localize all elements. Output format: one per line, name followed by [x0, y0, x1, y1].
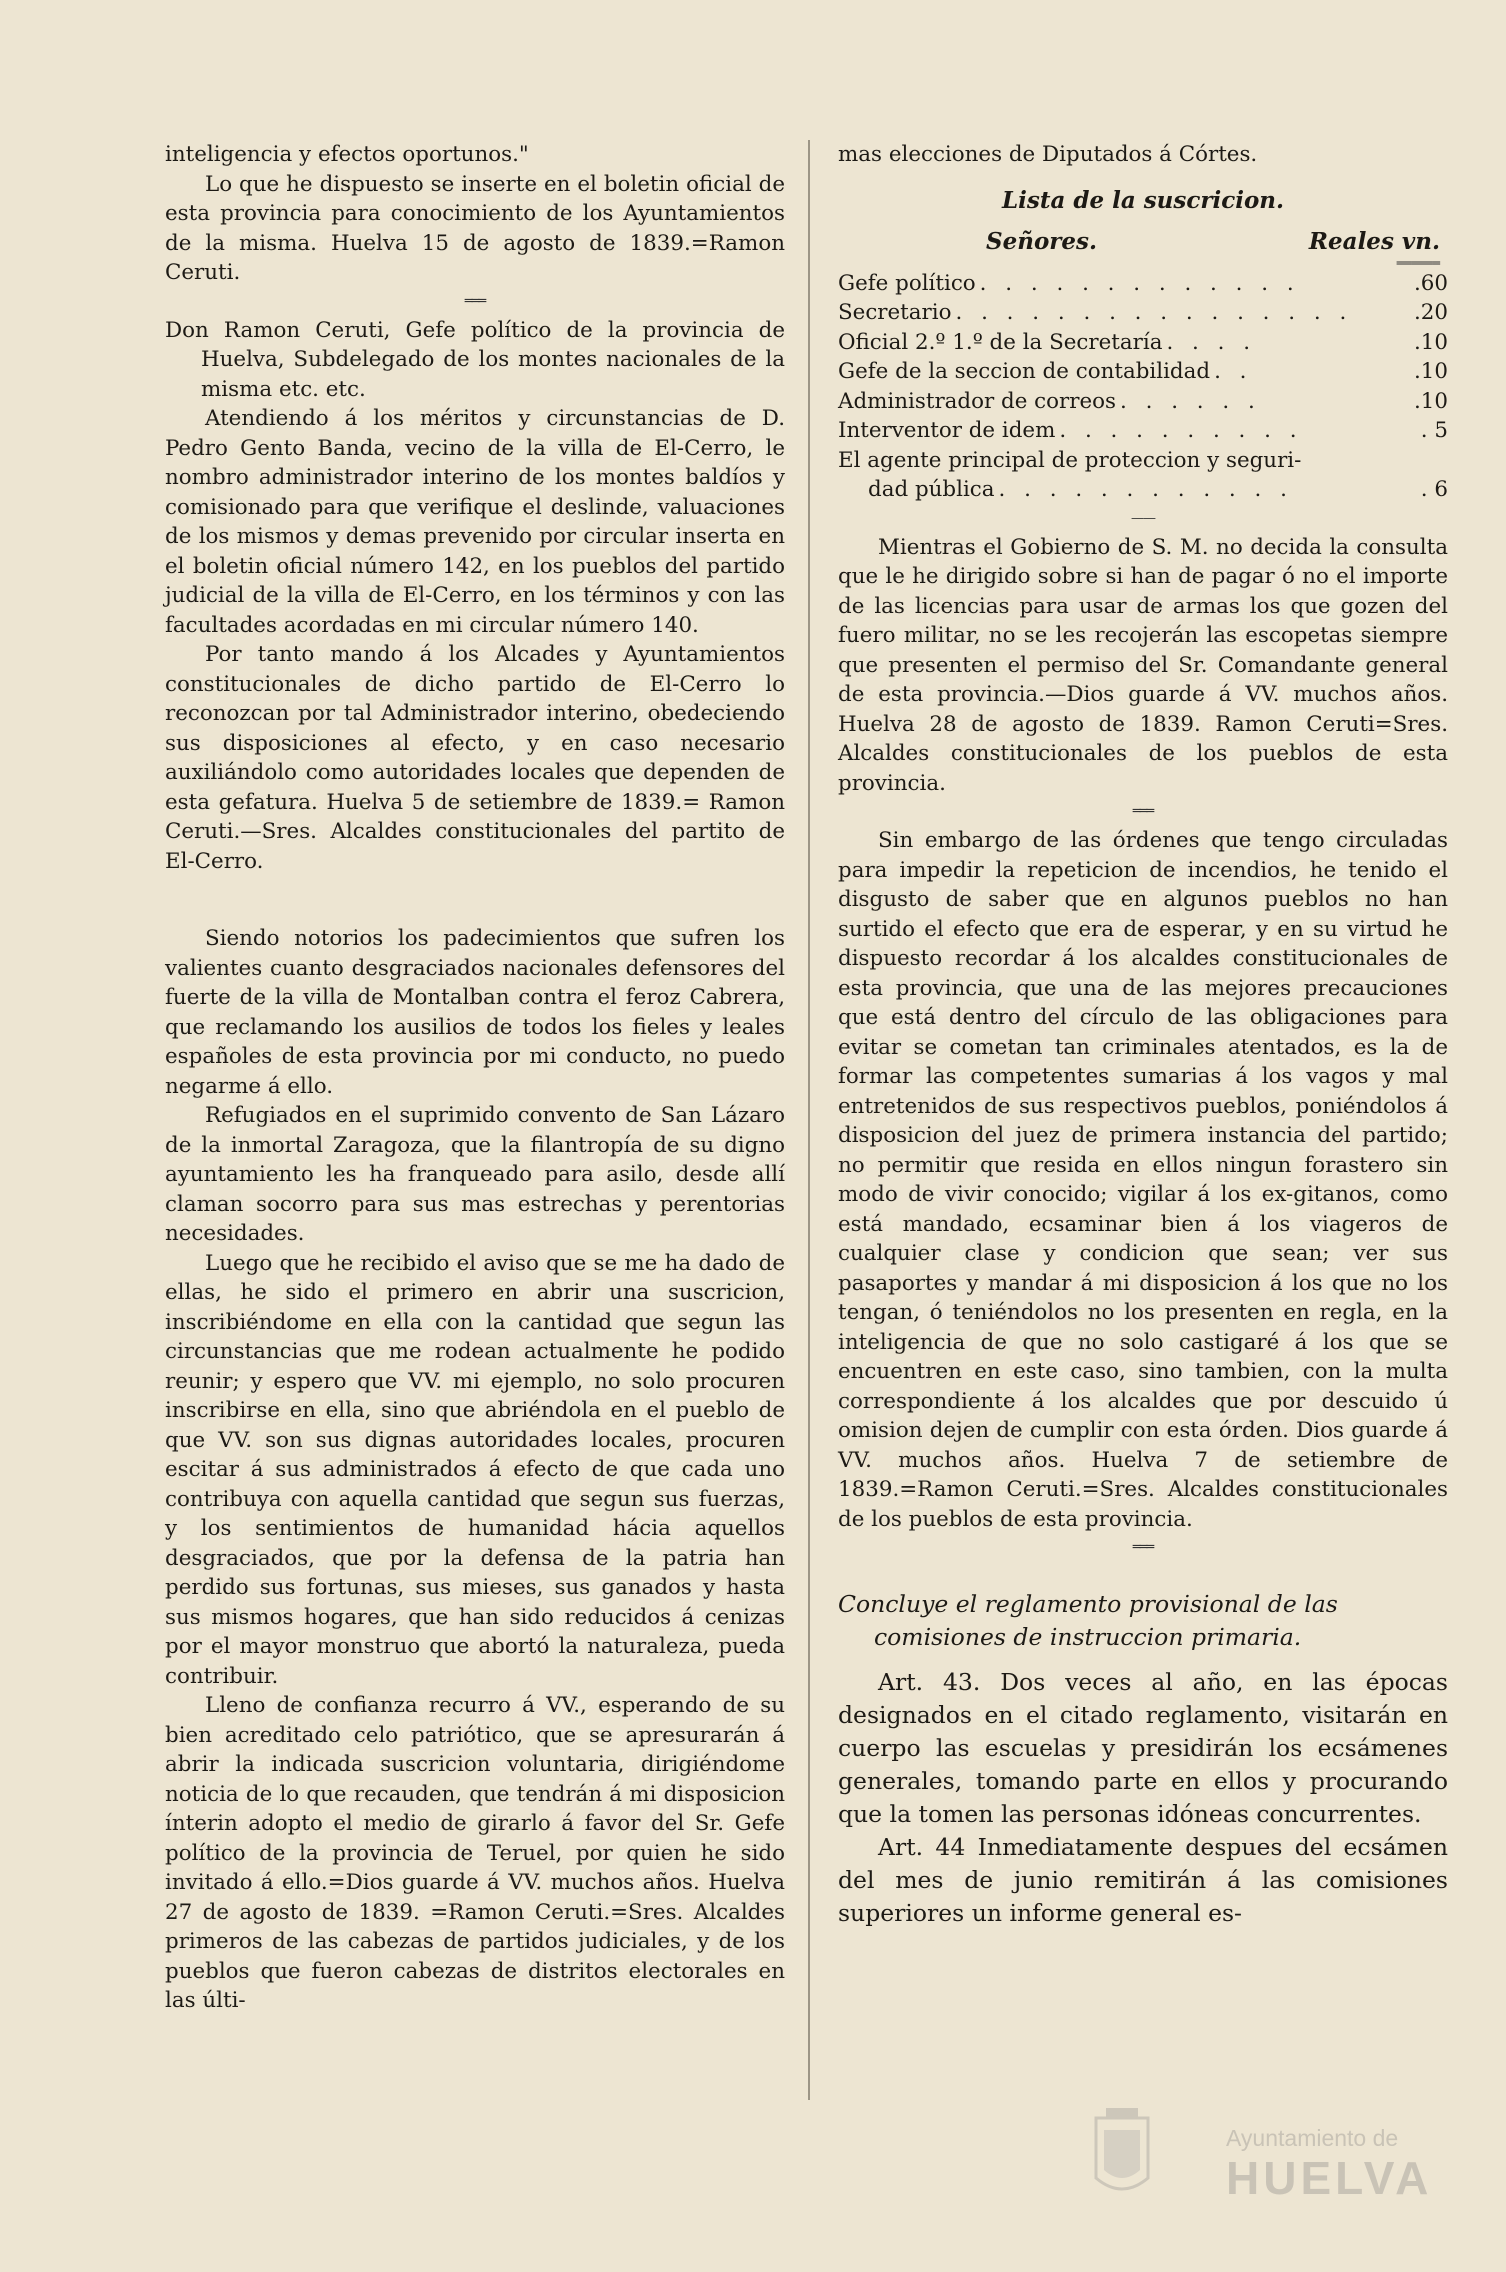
section-heading: Concluye el reglamento provisional de las comisiones de instruccion primaria.: [838, 1590, 1338, 1651]
list-item-label: Secretario: [838, 300, 952, 325]
watermark-line1: Ayuntamiento de: [1226, 2125, 1399, 2151]
leader-dots: . .: [1214, 359, 1253, 384]
text-paragraph: Siendo notorios los padecimientos que sufren los valientes cuanto desgraciados nacionales defensores del fuerte de la villa de Montalban contra el feroz Cabrera, que reclamando los ausilios de todos los fieles y leales españoles de esta provincia por mi conducto, no puedo negarme á ello.: [165, 926, 785, 1099]
article-43: Art. 43. Dos veces al año, en las épocas designados en el citado reglamento, visitarán en cuerpo las escuelas y presidirán los ecsámenes generales, tomando parte en ellos y procurando que la tomen las personas idóneas concurrentes.: [838, 1668, 1448, 1828]
decree-heading: Don Ramon Ceruti, Gefe político de la provincia de Huelva, Subdelegado de los montes nacionales de la misma etc. etc.: [165, 317, 785, 402]
list-item: [838, 416, 1448, 446]
list-item-value: . 6: [1420, 477, 1448, 502]
watermark-line2: HUELVA: [1226, 2152, 1433, 2204]
list-item-value: .60: [1413, 270, 1448, 296]
text-paragraph: Mientras el Gobierno de S. M. no decida la consulta que le he dirigido sobre si han de pagar ó no el importe de las licencias para usar de armas los que gozen del fuero militar, no se les recojerán las escopetas siempre que presenten el permiso del Sr. Comandante general de esta provincia.—Dios guarde á VV. muchos años. Huelva 28 de agosto de 1839. Ramon Ceruti=Sres. Alcaldes constitucionales de los pueblos de esta provincia.: [838, 534, 1448, 796]
list-item: [838, 298, 1448, 328]
subscription-list-header: [838, 228, 1448, 255]
section-separator: ═══: [1132, 1540, 1154, 1555]
list-item-value: .10: [1413, 329, 1448, 355]
article-44: Art. 44 Inmediatamente despues del ecsámen del mes de junio remitirán á las comisiones superiores un informe general es-: [838, 1833, 1448, 1927]
text-paragraph: Lo que he dispuesto se inserte en el boletin oficial de esta provincia para conocimiento de los Ayuntamientos de la misma. Huelva 15 de agosto de 1839.=Ramon Ceruti.: [165, 171, 785, 285]
archive-watermark: [1226, 2124, 1432, 2204]
list-item-label: Oficial 2.º 1.º de la Secretaría: [838, 329, 1163, 355]
text-paragraph: Lleno de confianza recurro á VV., esperando de su bien acreditado celo patriótico, que se apresurarán á abrir la indicada suscricion voluntaria, dirigiéndome noticia de lo que recauden, que tendrán á mi disposicion ínterin adopto el medio de girarlo á favor del Sr. Gefe político de la provincia de Teruel, por quien he sido invitado á ello.=Dios guarde á VV. muchos años. Huelva 27 de agosto de 1839. =Ramon Ceruti.=Sres. Alcaldes primeros de las cabezas de partidos judiciales, y de los pueblos que fueron cabezas de distritos electorales en las últi-: [165, 1693, 785, 2013]
text-paragraph: inteligencia y efectos oportunos.": [165, 142, 529, 167]
text-paragraph: Refugiados en el suprimido convento de San Lázaro de la inmortal Zaragoza, que la filantropía de su digno ayuntamiento les ha franqueado para asilo, desde allí claman socorro para sus mas estrechas y perentorias necesidades.: [165, 1103, 785, 1246]
list-item-label: dad pública: [868, 477, 995, 502]
list-item: [838, 357, 1448, 387]
list-item-value: .10: [1413, 359, 1448, 384]
spacer: [165, 876, 785, 924]
right-column: [838, 140, 1448, 1930]
leader-dots: . . . . . .: [1120, 388, 1261, 414]
list-item-label: Administrador de correos: [838, 388, 1117, 414]
column-divider: [808, 140, 810, 2100]
list-item-label: Gefe de la seccion de contabilidad: [838, 359, 1211, 384]
section-separator: ═══: [464, 293, 486, 309]
list-item-label: Gefe político: [838, 270, 976, 296]
column-header-senores: Señores.: [986, 227, 1098, 255]
list-item-label: Interventor de idem: [838, 418, 1056, 443]
city-seal-icon: [1090, 2108, 1154, 2204]
list-item: [838, 475, 1448, 505]
section-separator: ——: [1131, 510, 1155, 526]
list-item: [838, 269, 1448, 299]
spacer: [838, 1562, 1448, 1584]
text-paragraph: Luego que he recibido el aviso que se me ha dado de ellas, he sido el primero en abrir una suscricion, inscribiéndome en ella con la cantidad que segun las circunstancias que me rodean actualmente he podido reunir; y espero que VV. mi ejemplo, no solo procuren inscribirse en ella, sino que abriéndola en el pueblo de que VV. son sus dignas autoridades locales, procuren escitar á sus administrados á efecto de que cada uno contribuya con aquella cantidad que segun sus fuerzas, y los sentimientos de humanidad hácia aquellos desgraciados, que por la defensa de la patria han perdido sus fortunas, sus mieses, sus ganados y hasta sus mismos hogares, que han sido reducidos á cenizas por el mayor monstruo que abortó la naturaleza, pueda contribuir.: [165, 1250, 785, 1689]
leader-dots: . . . . . . . . . . . .: [998, 477, 1293, 502]
list-item-value: .20: [1413, 300, 1448, 325]
list-item-value: .10: [1413, 388, 1448, 414]
header-rule: ══════: [1396, 255, 1440, 270]
text-paragraph: Por tanto mando á los Alcades y Ayuntamientos constitucionales de dicho partido de El-Cerro lo reconozcan por tal Administrador interino, obedeciendo sus disposiciones al efecto, y en caso necesario auxiliándolo como autoridades locales que dependen de esta gefatura. Huelva 5 de setiembre de 1839.= Ramon Ceruti.—Sres. Alcaldes constitucionales del partito de El-Cerro.: [165, 642, 785, 874]
leader-dots: . . . . . . . . . .: [1059, 418, 1303, 443]
leader-dots: . . . .: [1166, 329, 1257, 355]
list-item-label: El agente principal de proteccion y seguri-: [838, 447, 1302, 473]
leader-dots: . . . . . . . . . . . . .: [979, 270, 1300, 296]
subscription-list-title: Lista de la suscricion.: [1001, 186, 1285, 214]
list-item: [838, 446, 1448, 476]
text-paragraph: Atendiendo á los méritos y circunstancias de D. Pedro Gento Banda, vecino de la villa de El-Cerro, le nombro administrador interino de los montes baldíos y comisionado para que verifique el deslinde, valuaciones de los mismos y demas prevenido por circular inserta en el boletin oficial número 142, en los pueblos del partido judicial de la villa de El-Cerro, en los términos y con las facultades acordadas en mi circular número 140.: [165, 406, 785, 638]
text-paragraph: Sin embargo de las órdenes que tengo circuladas para impedir la repeticion de incendios, he tenido el disgusto de saber que en algunos pueblos no han surtido el efecto que era de esperar, y en su virtud he dispuesto recordar á los alcaldes constitucionales de esta provincia, que una de las mejores precauciones que está dentro del círculo de las obligaciones para evitar se cometan tan criminales atentados, es la de formar las competentes sumarias á los vagos y mal entretenidos de sus respectivos pueblos, poniéndolos á disposicion del juez de primera instancia del partido; no permitir que resida en ellos ningun forastero sin modo de vivir conocido; vigilar á los ex-gitanos, como está mandado, ecsaminar bien á los viageros de cualquier clase y condicion que sean; ver sus pasaportes y mandar á mi disposicion á los que no los tengan, ó teniéndolos no los presenten en regla, en la inteligencia de que no solo castigaré á los que se encuentren en este caso, sino tambien, con la multa correspondiente á los alcaldes que por descuido ú omision dejen de cumplir con esta órden. Dios guarde á VV. muchos años. Huelva 7 de setiembre de 1839.=Ramon Ceruti.=Sres. Alcaldes constitucionales de los pueblos de esta provincia.: [838, 828, 1448, 1532]
list-item: [838, 387, 1448, 417]
list-item-value: . 5: [1420, 418, 1448, 443]
column-header-reales: Reales vn.: [1308, 227, 1440, 255]
text-paragraph: mas elecciones de Diputados á Córtes.: [838, 142, 1258, 167]
subscription-list: [838, 269, 1448, 505]
section-separator: ═══: [1132, 804, 1154, 819]
leader-dots: . . . . . . . . . . . . . . . .: [955, 300, 1353, 325]
left-column: [165, 140, 785, 2016]
list-item: [838, 328, 1448, 358]
